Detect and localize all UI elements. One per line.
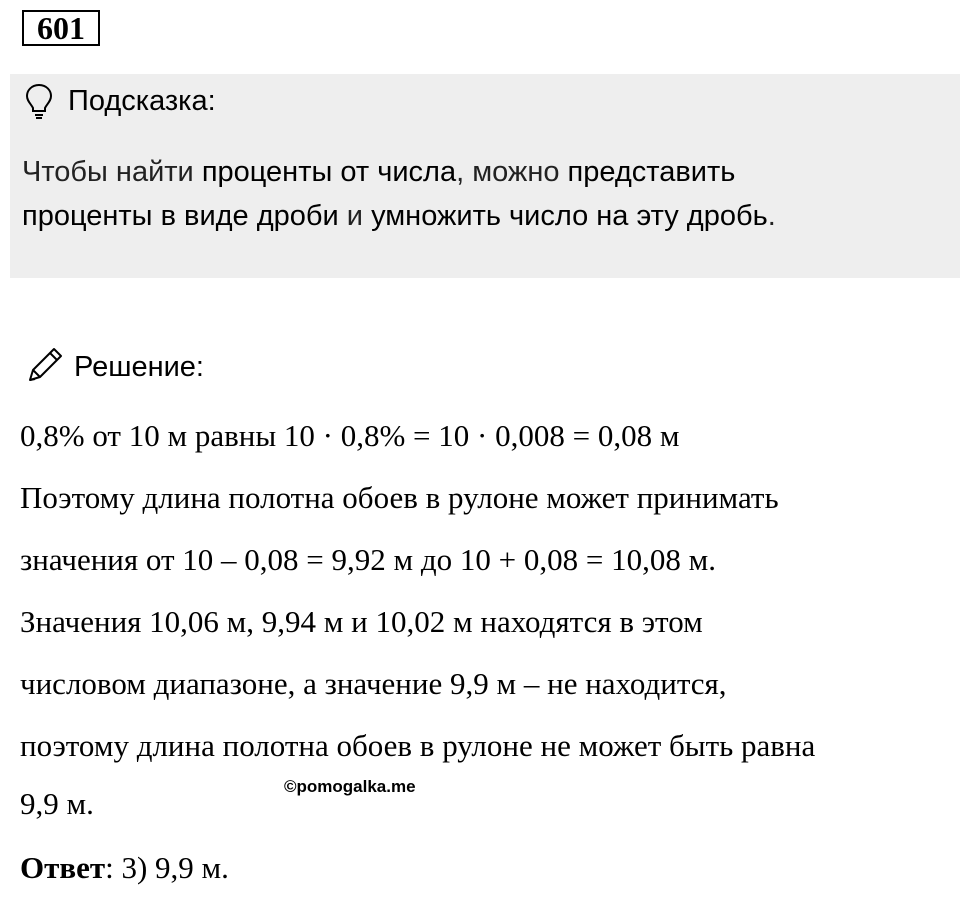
task-number: 601 [22,10,100,46]
solution-header [24,344,204,391]
hint-text [22,150,922,238]
hint-text-part: и [338,200,372,232]
solution-line: Поэтому длина полотна обоев в рулоне может принимать [20,480,779,515]
watermark: ©pomogalka.me [284,777,416,796]
solution-line: Значения 10,06 м, 9,94 м и 10,02 м находятся в этом [20,604,703,639]
lightbulb-icon [24,82,54,120]
hint-title: Подсказка: [68,84,216,117]
answer [20,850,229,886]
hint-text-part: Чтобы найти [22,156,202,188]
hint-key-phrase: проценты в виде дроби [22,200,339,232]
hint-text-part: . [767,200,776,232]
hint-key-phrase: умножить число на эту дробь [371,200,768,232]
solution-line: поэтому длина полотна обоев в рулоне не может быть равна [20,728,816,763]
hint-key-phrase: представить [567,156,736,188]
hint-text-part: , можно [456,156,568,188]
solution-line: значения от 10 – 0,08 = 9,92 м до 10 + 0,08 = 10,08 м. [20,542,716,577]
pencil-icon [24,344,66,391]
solution-line: 0,8% от 10 м равны 10 · 0,8% = 10 · 0,008 = 0,08 м [20,418,680,453]
answer-label: Ответ [20,850,106,885]
solution-line: числовом диапазоне, а значение 9,9 м – не находится, [20,666,727,701]
hint-header [24,82,216,120]
solution-line: 9,9 м. [20,786,94,821]
answer-text: : 3) 9,9 м. [105,850,229,885]
solution-title: Решение: [74,351,204,383]
hint-key-phrase: проценты от числа [201,156,457,188]
